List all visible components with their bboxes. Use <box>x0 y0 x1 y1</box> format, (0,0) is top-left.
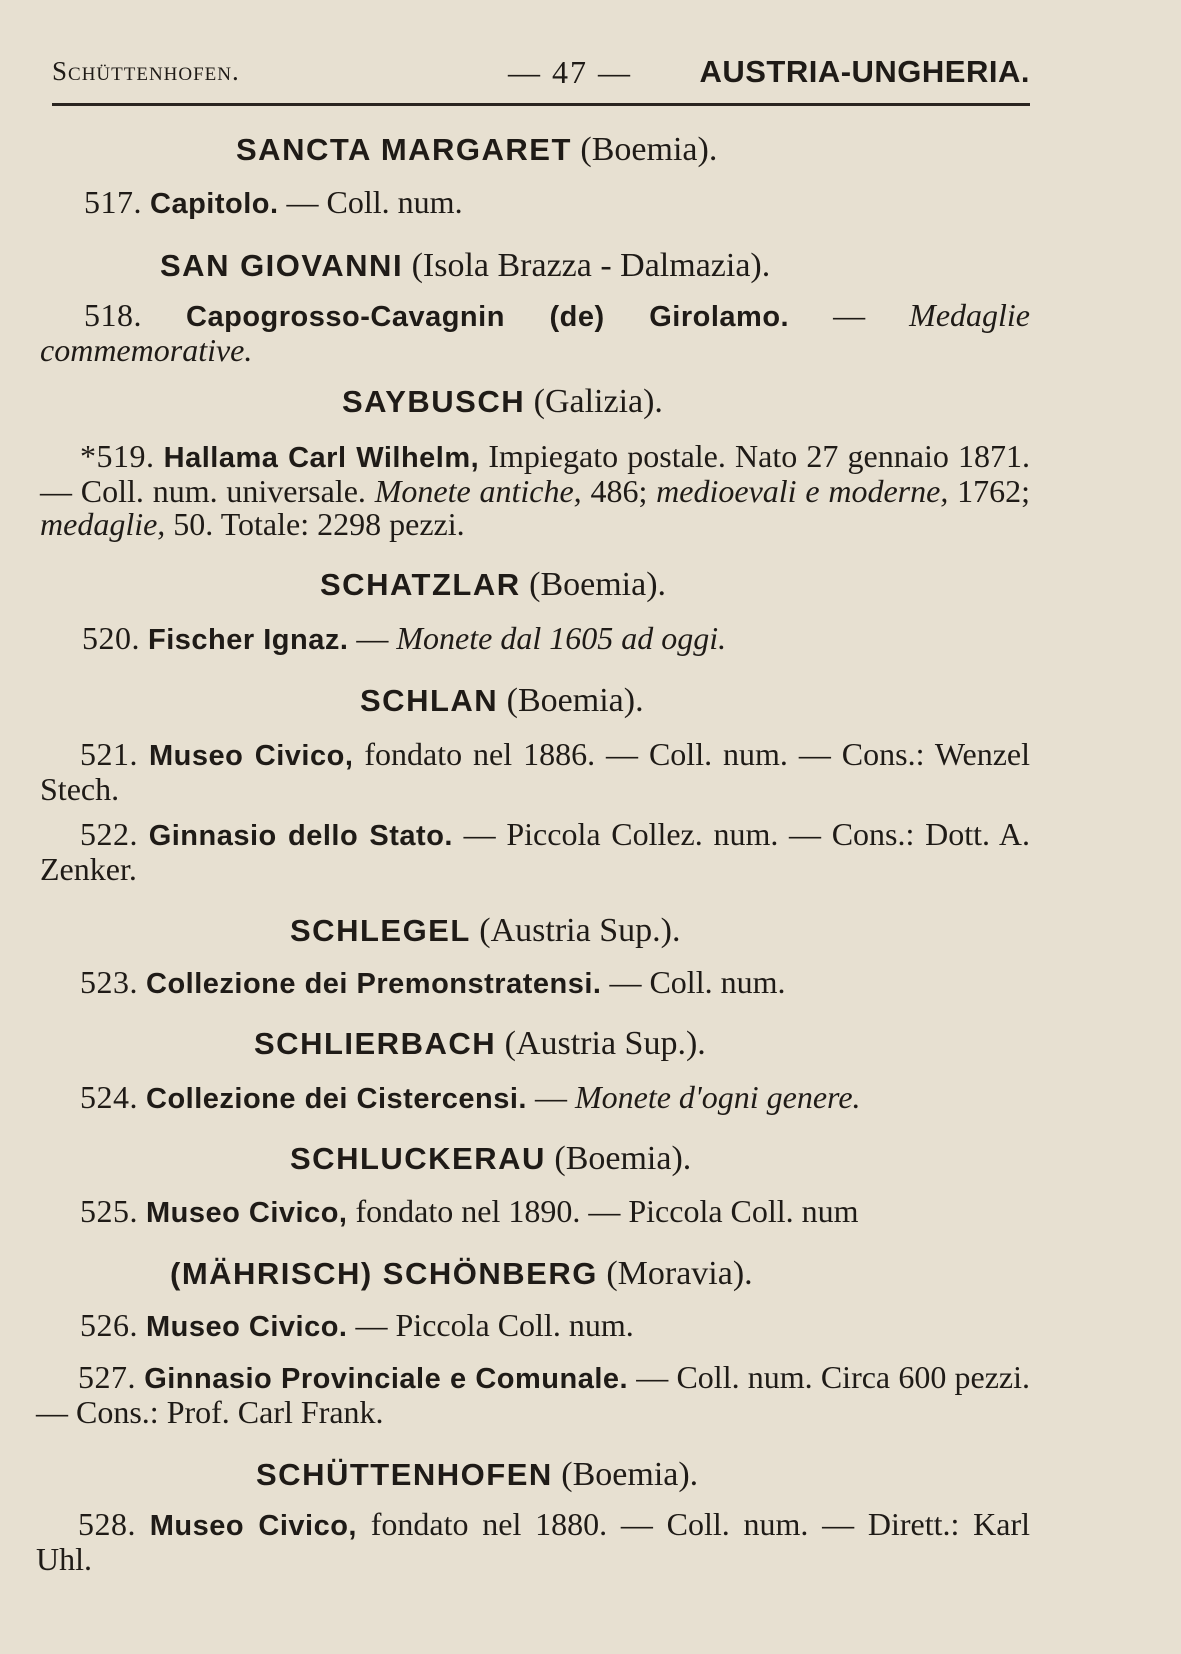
entry-name: Capitolo. <box>150 188 279 220</box>
section-heading <box>256 1455 698 1495</box>
place-name: SCHLUCKERAU <box>290 1141 546 1176</box>
entry-text: fondato nel 1886. — Coll. num. — Cons.: Wenzel Stech. <box>40 736 1031 807</box>
running-head-right: AUSTRIA-UNGHERIA. <box>699 54 1030 89</box>
entry-number: 517. <box>84 184 142 220</box>
catalog-entry <box>80 1081 1030 1116</box>
entry-text: 1762; <box>948 473 1031 509</box>
section-heading <box>254 1024 706 1064</box>
entry-text: — Piccola Coll. num. <box>347 1307 634 1343</box>
catalog-entry <box>80 1195 1030 1230</box>
entry-number: 527. <box>78 1359 136 1395</box>
catalog-entry <box>84 186 1030 221</box>
entry-number: 518. <box>84 297 142 333</box>
entry-name: Capogrosso-Cavagnin (de) Girolamo. <box>186 301 790 333</box>
region-name: (Isola Brazza - Dalmazia). <box>411 247 771 284</box>
region-name: (Moravia). <box>606 1255 753 1292</box>
entry-name: Ginnasio Provinciale e Comunale. <box>144 1363 629 1395</box>
section-heading <box>170 1254 753 1294</box>
header-rule <box>52 103 1030 106</box>
section-heading <box>320 565 666 605</box>
catalog-entry <box>80 966 1030 1001</box>
entry-text: — Coll. num. <box>601 964 786 1000</box>
entry-name: Ginnasio dello Stato. <box>148 820 453 852</box>
catalog-entry <box>40 738 1030 806</box>
entry-name: Collezione dei Cistercensi. <box>146 1083 527 1115</box>
section-heading <box>290 1139 691 1179</box>
running-head <box>52 52 1030 98</box>
region-name: (Galizia). <box>533 383 663 420</box>
entry-name: Museo Civico, <box>148 740 354 772</box>
place-name: SCHLAN <box>360 683 499 718</box>
region-name: (Boemia). <box>506 682 644 719</box>
place-name: SCHATZLAR <box>320 567 521 602</box>
entry-name: Museo Civico, <box>146 1197 348 1229</box>
entry-text: — <box>526 1079 575 1115</box>
region-name: (Boemia). <box>529 566 667 603</box>
entry-number: 525. <box>80 1193 138 1229</box>
page-number: — 47 — <box>508 54 632 90</box>
entry-name: Museo Civico. <box>146 1311 348 1343</box>
entry-name: Hallama Carl Wilhelm, <box>163 442 480 474</box>
catalog-entry <box>36 1361 1030 1429</box>
entry-name: Fischer Ignaz. <box>148 624 349 656</box>
entry-number: *519. <box>80 438 155 474</box>
entry-text: — Coll. num. <box>278 184 463 220</box>
entry-text: — <box>789 297 910 333</box>
section-heading <box>342 382 663 422</box>
entry-text: fondato nel 1890. — Piccola Coll. num <box>347 1193 859 1229</box>
entry-italic: Monete antiche, <box>374 473 582 509</box>
place-name: SCHÜTTENHOFEN <box>256 1457 553 1492</box>
section-heading <box>160 246 770 286</box>
entry-number: 520. <box>82 620 140 656</box>
catalog-entry <box>40 299 1030 367</box>
place-name: SAN GIOVANNI <box>160 248 404 283</box>
entry-number: 526. <box>80 1307 138 1343</box>
entry-number: 523. <box>80 964 138 1000</box>
entry-italic: Medaglie commemorative. <box>40 297 1030 368</box>
catalog-entry <box>40 818 1030 886</box>
region-name: (Boemia). <box>580 131 718 168</box>
entry-text: 486; <box>581 473 657 509</box>
entry-italic: medioevali e moderne, <box>656 473 949 509</box>
place-name: (MÄHRISCH) SCHÖNBERG <box>170 1256 598 1291</box>
place-name: SCHLIERBACH <box>254 1026 497 1061</box>
entry-text: fondato nel 1880. — Coll. num. — Dirett.: Karl Uhl. <box>36 1506 1030 1577</box>
entry-number: 521. <box>80 736 138 772</box>
entry-italic: Monete dal 1605 ad oggi. <box>396 620 727 656</box>
entry-text: Impiegato postale. Nato 27 gennaio 1871. — Coll. num. universale. <box>40 438 1031 509</box>
catalog-entry <box>36 1508 1030 1576</box>
place-name: SCHLEGEL <box>290 913 471 948</box>
entry-text: — Piccola Collez. num. — Cons.: Dott. A. Zenker. <box>40 816 1031 887</box>
region-name: (Austria Sup.). <box>504 1025 706 1062</box>
place-name: SANCTA MARGARET <box>236 132 572 167</box>
section-heading <box>290 911 680 951</box>
entry-text: — Coll. num. Circa 600 pezzi. — Cons.: Prof. Carl Frank. <box>36 1359 1031 1430</box>
entry-text: — <box>348 620 397 656</box>
entry-italic: Monete d'ogni genere. <box>574 1079 861 1115</box>
entry-text: 50. Totale: 2298 pezzi. <box>165 506 465 542</box>
entry-name: Collezione dei Premonstratensi. <box>146 968 602 1000</box>
region-name: (Boemia). <box>561 1456 699 1493</box>
region-name: (Boemia). <box>554 1140 692 1177</box>
catalog-entry <box>82 622 1030 657</box>
entry-number: 528. <box>78 1506 136 1542</box>
catalog-entry <box>80 1309 1030 1344</box>
section-heading <box>360 681 644 721</box>
section-heading <box>236 130 717 170</box>
entry-number: 522. <box>80 816 138 852</box>
entry-name: Museo Civico, <box>149 1510 357 1542</box>
running-head-left: Schüttenhofen. <box>52 56 240 86</box>
catalog-entry <box>40 440 1030 541</box>
entry-number: 524. <box>80 1079 138 1115</box>
entry-italic: medaglie, <box>40 506 166 542</box>
region-name: (Austria Sup.). <box>479 912 681 949</box>
place-name: SAYBUSCH <box>342 384 526 419</box>
